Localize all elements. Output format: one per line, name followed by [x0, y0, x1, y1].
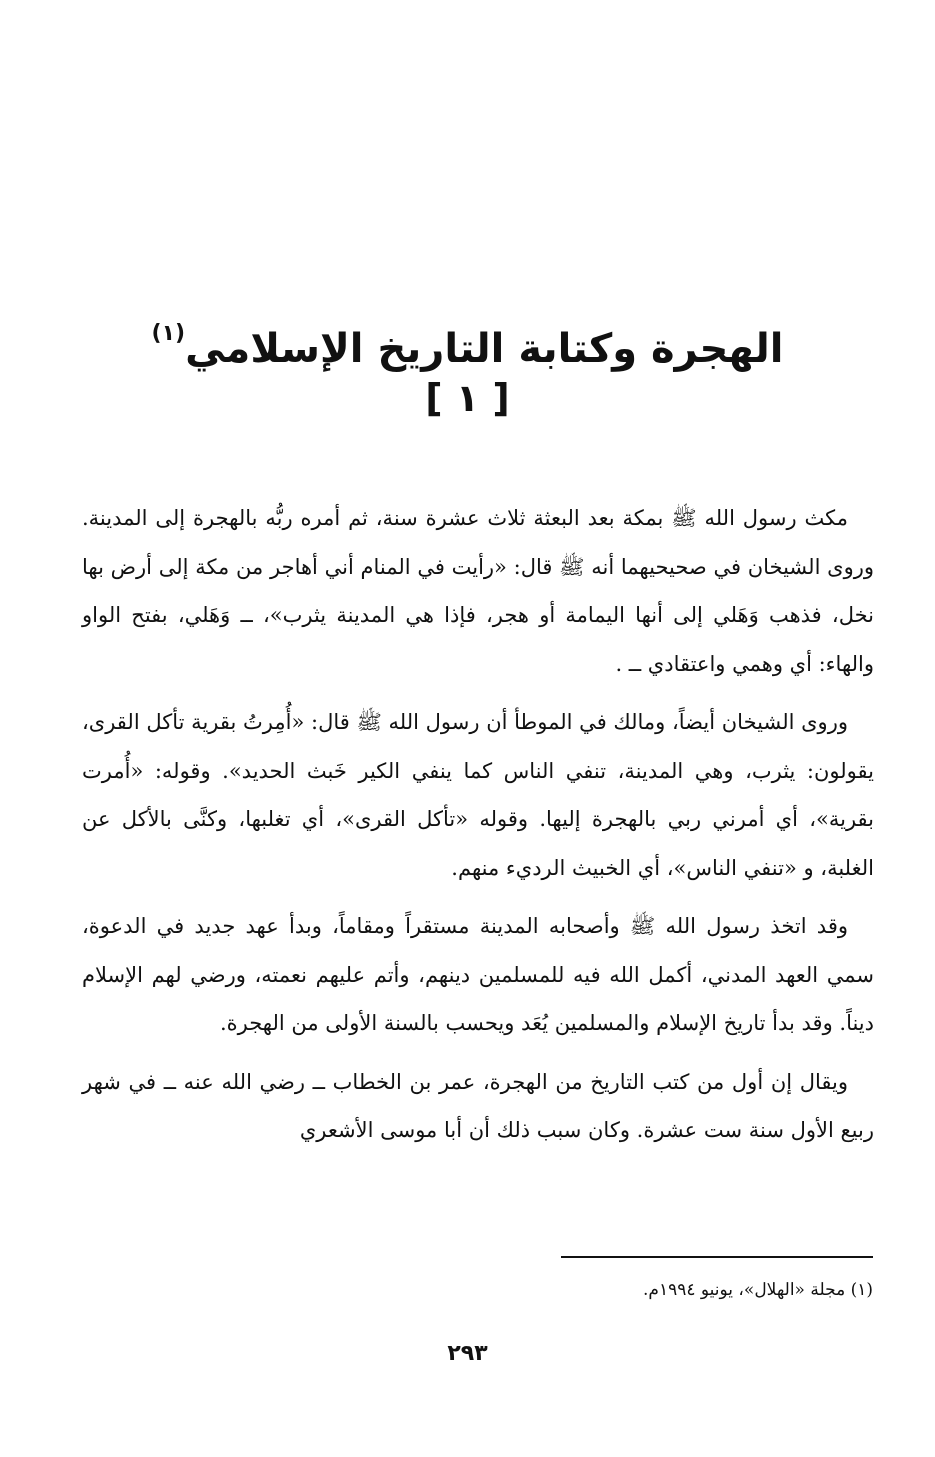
chapter-title-text: الهجرة وكتابة التاريخ الإسلامي — [185, 326, 784, 372]
paragraph-4: ويقال إن أول من كتب التاريخ من الهجرة، عمر بن الخطاب ــ رضي الله عنه ــ في شهر ربيع الأول سنة ست عشرة. وكان سبب ذلك أن أبا موسى الأشعري — [82, 1069, 874, 1142]
paragraph-3: وقد اتخذ رسول الله ﷺ وأصحابه المدينة مستقراً ومقاماً، وبدأ عهد جديد في الدعوة، سمي العهد المدني، أكمل الله فيه للمسلمين دينهم، وأتم عليهم نعمته، ورضي لهم الإسلام ديناً. وقد بدأ تاريخ الإسلام والمسلمين يُعَد ويحسب بالسنة الأولى من الهجرة. — [82, 914, 874, 1035]
footnote-marker: (١) — [151, 321, 186, 346]
paragraph-2: وروى الشيخان أيضاً، ومالك في الموطأ أن رسول الله ﷺ قال: «أُمِرتُ بقرية تأكل القرى، يقولون: يثرب، وهي المدينة، تنفي الناس كما ينفي الكير خَبث الحديد». وقوله: «أُمرت بقرية»، أي أمرني ربي بالهجرة إليها. وقوله «تأكل القرى»، أي تغلبها، وكنَّى بالأكل عن الغلبة، و «تنفي الناس»، أي الخبيث الرديء منهم. — [82, 710, 874, 880]
chapter-title — [0, 305, 935, 378]
footnote-divider — [561, 1256, 873, 1258]
body-text — [82, 494, 874, 1165]
page-number: ٢٩٣ — [447, 1341, 488, 1366]
part-number: [ ١ ] — [425, 376, 510, 420]
paragraph-1: مكث رسول الله ﷺ بمكة بعد البعثة ثلاث عشرة سنة، ثم أمره ربُّه بالهجرة إلى المدينة. وروى الشيخان في صحيحيهما أنه ﷺ قال: «رأيت في المنام أني أهاجر من مكة إلى أرض بها نخل، فذهب وَهَلي إلى أنها اليمامة أو هجر، فإذا هي المدينة يثرب»، ــ وَهَلي، بفتح الواو والهاء: أي وهمي واعتقادي ــ . — [82, 506, 874, 676]
footnote: (١) مجلة «الهلال»، يونيو ١٩٩٤م. — [643, 1280, 873, 1300]
